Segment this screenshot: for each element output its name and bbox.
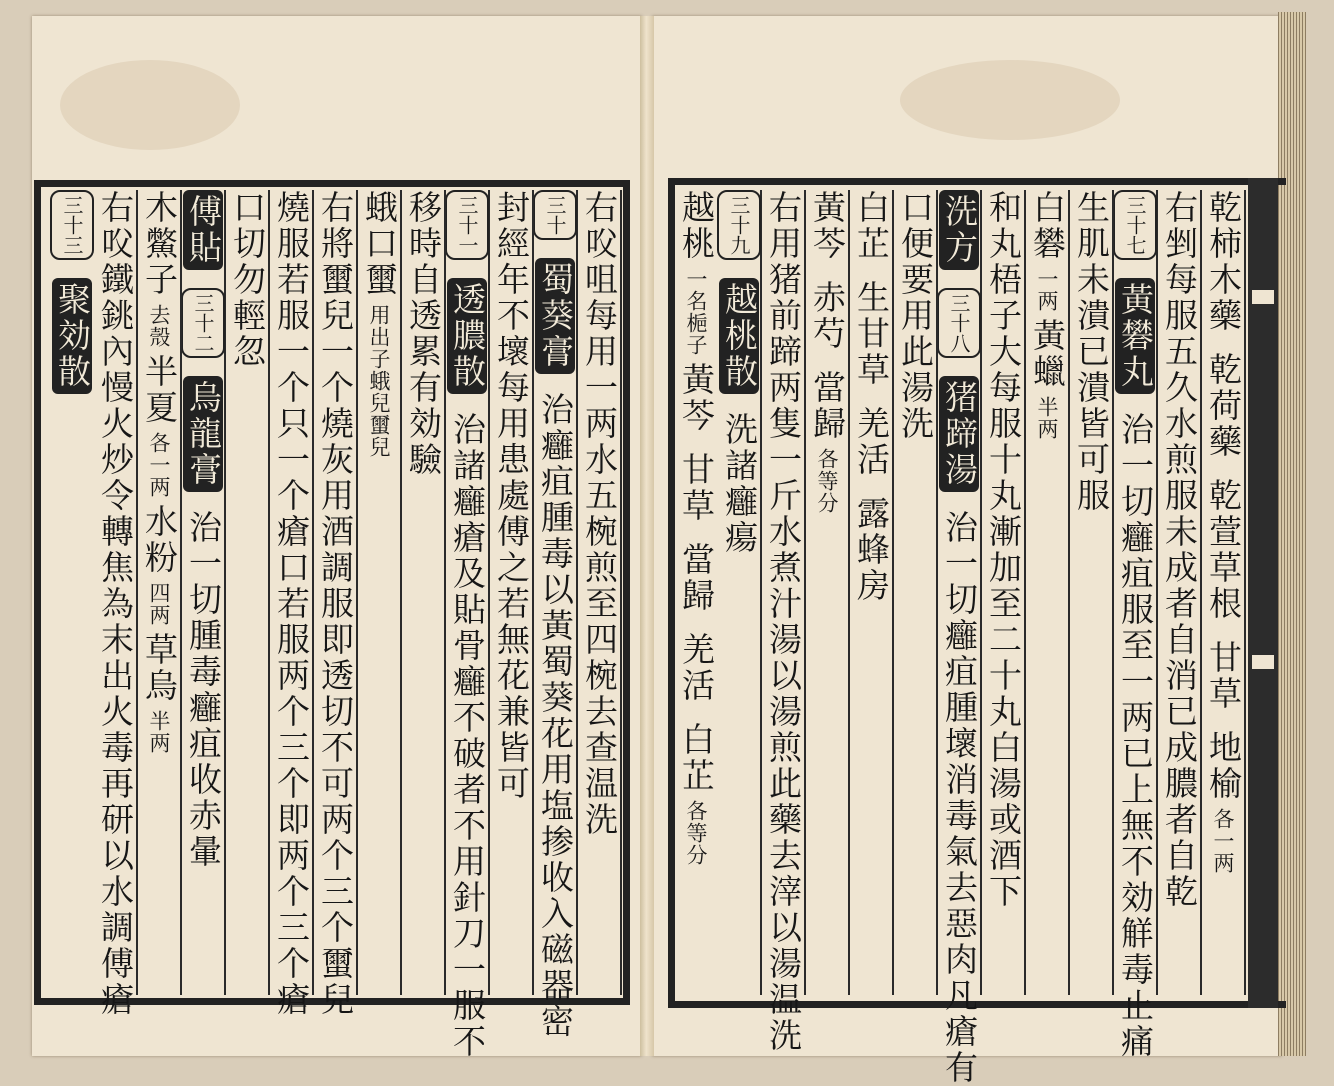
text-column [1158, 190, 1202, 995]
text-column [226, 190, 270, 995]
column-text: 甘草 [1204, 640, 1243, 712]
column-text: 移時自透累有効驗 [404, 190, 443, 478]
paper-stain [60, 60, 240, 150]
column-text: 半夏 [140, 354, 179, 426]
text-column [938, 190, 982, 1086]
text-column [182, 190, 226, 995]
text-column [894, 190, 938, 995]
text-column [314, 190, 358, 1018]
text-column [138, 190, 182, 995]
prescription-title: 越桃散 [719, 278, 759, 394]
text-column [446, 190, 490, 1060]
column-text: 當歸 [808, 370, 847, 442]
column-text: 羌活 [852, 406, 891, 478]
annotation-text: 用出子蛾兒蠒兒 [367, 304, 391, 458]
prescription-title: 洗方 [939, 190, 979, 270]
text-column [1026, 190, 1070, 995]
column-text: 羌活 [677, 632, 716, 704]
entry-number: 三十二 [181, 288, 225, 358]
column-text: 治一切癰疽腫壞消毒氣去惡肉凡瘡有 [940, 510, 979, 1086]
entry-number: 三十八 [937, 288, 981, 358]
paper-stain [900, 60, 1120, 140]
entry-number: 三十七 [1113, 190, 1157, 260]
entry-number: 三十九 [717, 190, 761, 260]
column-text: 白芷 [677, 722, 716, 794]
column-text: 治一切癰疽服至一两已上無不効觧毒止痛 [1116, 412, 1155, 1060]
text-column [490, 190, 534, 995]
annotation-text: 各一两 [1211, 808, 1235, 874]
annotation-text: 各等分 [815, 448, 839, 514]
text-column [578, 190, 622, 995]
column-text: 蛾口蠒 [360, 190, 399, 298]
text-column [1202, 190, 1246, 995]
annotation-text: 各一两 [147, 432, 171, 498]
column-text: 右㕮咀每用一两水五椀煎至四椀去查温洗 [580, 190, 619, 838]
book-spine [640, 16, 654, 1056]
column-text: 乾萱草根 [1204, 478, 1243, 622]
annotation-text: 去殼 [147, 304, 171, 348]
fishtail-mark [1252, 655, 1274, 669]
entry-number: 三十三 [50, 190, 94, 260]
text-column [1114, 190, 1158, 1060]
text-column [270, 190, 314, 1018]
text-column [674, 190, 718, 995]
prescription-title: 蜀葵膏 [535, 258, 575, 374]
column-text: 治諸癰瘡及貼骨癰不破者不用針刀一服不 [448, 412, 487, 1060]
annotation-text: 各等分 [684, 800, 708, 866]
text-column [50, 190, 94, 995]
column-text: 黃芩 [677, 362, 716, 434]
text-column [982, 190, 1026, 995]
entry-number: 三十 [533, 190, 577, 240]
text-column [534, 190, 578, 1040]
column-text: 乾柿木藥 [1204, 190, 1243, 334]
annotation-text: 半两 [1035, 396, 1059, 440]
fishtail-mark [1252, 290, 1274, 304]
text-column [718, 190, 762, 995]
text-column [850, 190, 894, 995]
column-text: 乾荷藥 [1204, 352, 1243, 460]
prescription-title: 傅貼 [183, 190, 223, 270]
prescription-title: 猪蹄湯 [939, 376, 979, 492]
text-column [358, 190, 402, 995]
column-text: 封經年不壞每用患處傅之若無花兼皆可 [492, 190, 531, 802]
column-text: 露蜂房 [852, 496, 891, 604]
column-text: 越桃 [677, 190, 716, 262]
prescription-title: 聚効散 [52, 278, 92, 394]
column-text: 水粉 [140, 504, 179, 576]
prescription-title: 透膿散 [447, 278, 487, 394]
column-text: 治癰疽腫毒以黃蜀葵花用塩掺收入磁器密 [536, 392, 575, 1040]
column-text: 黃蠟 [1028, 318, 1067, 390]
column-text: 當歸 [677, 542, 716, 614]
column-text: 右將蠒兒一个燒灰用酒調服即透切不可两个三个蠒兒 [316, 190, 355, 1018]
entry-number: 三十一 [445, 190, 489, 260]
column-text: 右㕮鐵銚內慢火炒令轉焦為末出火毒再研以水調傅瘡 [96, 190, 135, 1018]
column-text: 治一切腫毒癰疽收赤暈 [184, 510, 223, 870]
column-text: 赤芍 [808, 280, 847, 352]
column-text: 木鱉子 [140, 190, 179, 298]
column-text: 地榆 [1204, 730, 1243, 802]
column-text: 白礬 [1028, 190, 1067, 262]
text-column [94, 190, 138, 1018]
text-column [806, 190, 850, 995]
column-text: 和丸梧子大每服十丸漸加至二十丸白湯或酒下 [984, 190, 1023, 910]
column-text: 草烏 [140, 632, 179, 704]
column-text: 黃芩 [808, 190, 847, 262]
column-text: 口便要用此湯洗 [896, 190, 935, 442]
column-text: 白芷 [852, 190, 891, 262]
column-text: 右剉每服五久水煎服未成者自消已成膿者自乾 [1160, 190, 1199, 910]
annotation-text: 一名梔子 [684, 268, 708, 356]
prescription-title: 黃礬丸 [1115, 278, 1155, 394]
text-column [1070, 190, 1114, 995]
annotation-text: 一两 [1035, 268, 1059, 312]
column-text: 燒服若服一个只一个瘡口若服两个三个即两个三个瘡 [272, 190, 311, 1018]
prescription-title: 烏龍膏 [183, 376, 223, 492]
column-text: 生甘草 [852, 280, 891, 388]
column-text: 洗諸癰瘍 [720, 412, 759, 556]
text-column [402, 190, 446, 995]
column-text: 甘草 [677, 452, 716, 524]
text-column [762, 190, 806, 1054]
column-text: 右用猪前蹄两隻一斤水煮汁湯以湯煎此藥去滓以湯温洗 [764, 190, 803, 1054]
column-text: 生肌未潰已潰皆可服 [1072, 190, 1111, 514]
annotation-text: 半两 [147, 710, 171, 754]
column-text: 口切勿輕忽 [228, 190, 267, 370]
annotation-text: 四两 [147, 582, 171, 626]
